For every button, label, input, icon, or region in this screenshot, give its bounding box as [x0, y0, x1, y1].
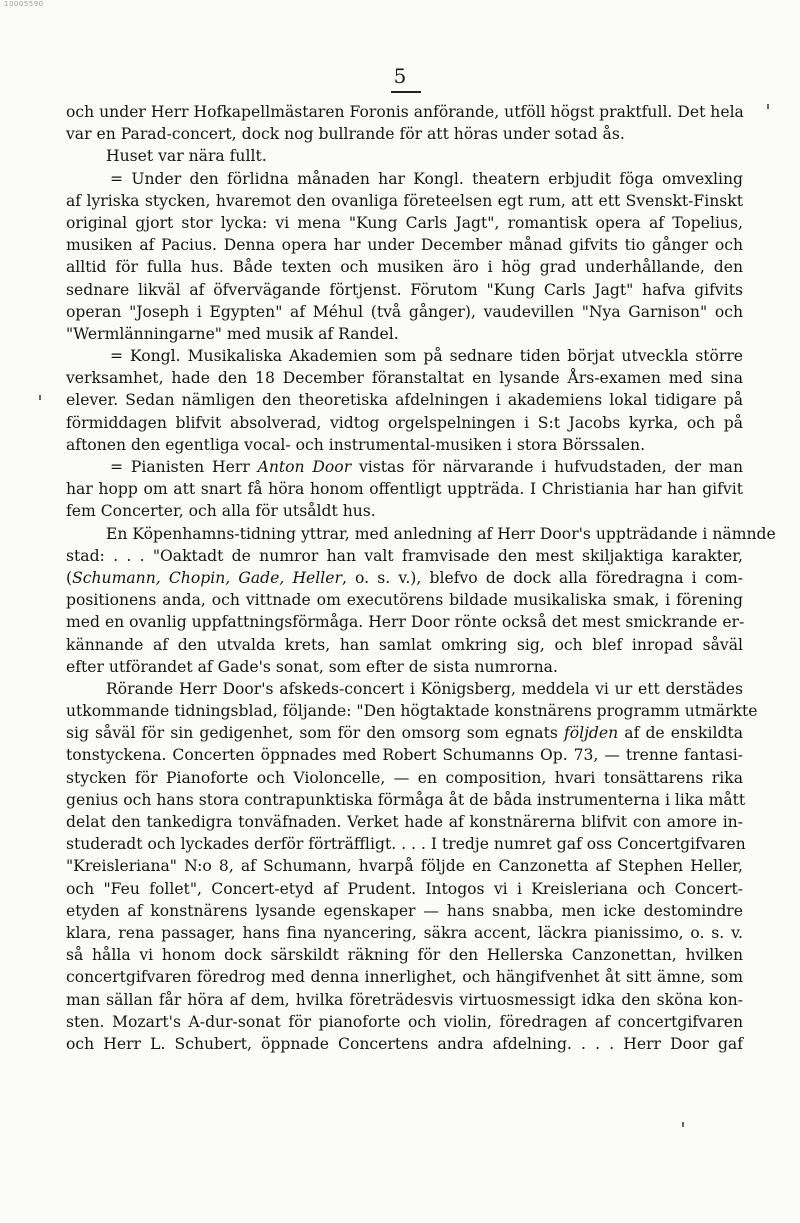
- print-speck: [682, 1122, 684, 1127]
- text-line: original gjort stor lycka: vi mena "Kung Carls Jagt", romantisk opera af Topelius,: [66, 213, 743, 232]
- page-number: 5: [393, 64, 407, 88]
- text-line: förmiddagen blifvit absolverad, vidtog orgelspelningen i S:t Jacobs kyrka, och på: [66, 413, 743, 432]
- text-line: och "Feu follet", Concert-etyd af Prudent. Intogos vi i Kreisleriana och Concert-: [66, 879, 743, 898]
- text-line: genius och hans stora contrapunktiska förmåga åt de båda instrumenterna i lika mått: [66, 790, 746, 809]
- text-line: [66, 456, 743, 478]
- pianist-name: Anton Door: [257, 458, 352, 476]
- text-line: fem Concerter, och alla för utsåldt hus.: [66, 502, 376, 521]
- text-line: Huset var nära fullt.: [106, 147, 267, 166]
- text-line: En Köpenhamns-tidning yttrar, med anledning af Herr Door's uppträdande i nämnde: [106, 524, 776, 543]
- text-line: sten. Mozart's A-dur-sonat för pianoforte och violin, föredragen af concertgifvaren: [66, 1012, 743, 1031]
- text-line: "Wermlänningarne" med musik af Randel.: [66, 324, 399, 343]
- text-line: elever. Sedan nämligen den theoretiska afdelningen i akademiens lokal tidigare på: [66, 391, 743, 410]
- text-line: var en Parad-concert, dock nog bullrande för att höras under sotad ås.: [66, 125, 625, 144]
- page-number-rule: [391, 91, 421, 93]
- text-line: musiken af Pacius. Denna opera har under December månad gifvits tio gånger och: [66, 236, 743, 255]
- text-line: delat den tankedigra tonväfnaden. Verket hade af konstnärerna blifvit con amore in-: [66, 813, 743, 831]
- text-line: har hopp om att snart få höra honom offentligt uppträda. I Christiania har han gifvit: [66, 480, 743, 499]
- text-line: studeradt och lyckades derför förträffligt. . . . I tredje numret gaf oss Concertgifvaren: [66, 835, 746, 854]
- text-line: så hålla vi honom dock särskildt räkning för den Hellerska Canzonettan, hvilken: [66, 946, 743, 965]
- text-run: af de enskildta: [618, 724, 743, 743]
- text-line: Rörande Herr Door's afskeds-concert i Königsberg, meddela vi ur ett derstädes: [106, 679, 743, 698]
- print-speck: [767, 104, 769, 109]
- text-line: och under Herr Hofkapellmästaren Foronis anförande, utföll högst praktfull. Det hela: [66, 103, 744, 121]
- text-line: verksamhet, hade den 18 December föranstaltat en lysande Års-examen med sina: [66, 369, 743, 388]
- text-line: och Herr L. Schubert, öppnade Concertens andra afdelning. . . . Herr Door gaf: [66, 1034, 743, 1053]
- text-line: "Kreisleriana" N:o 8, af Schumann, hvarpå följde en Canzonetta af Stephen Heller,: [66, 857, 743, 876]
- text-line: tonstyckena. Concerten öppnades med Robert Schumanns Op. 73, — trenne fantasi-: [66, 746, 743, 765]
- text-line: sednare likväl af öfvervägande förtjenst. Förutom "Kung Carls Jagt" hafva gifvits: [66, 280, 743, 299]
- text-run: vistas för närvarande i hufvudstaden, der man: [351, 458, 743, 476]
- text-line: alltid för fulla hus. Både texten och musiken äro i hög grad underhållande, den: [66, 258, 743, 277]
- text-line: kännande af den utvalda krets, han samlat omkring sig, och blef inropad såväl: [66, 635, 743, 654]
- text-line: [66, 567, 743, 589]
- text-line: man sällan får höra af dem, hvilka företrädesvis virtuosmessigt idka den sköna kon-: [66, 990, 743, 1009]
- catalog-mark: 10005590: [4, 0, 44, 8]
- text-line: efter utförandet af Gade's sonat, som efter de sista numrorna.: [66, 657, 558, 676]
- text-line: klara, rena passager, hans fina nyancering, säkra accent, läckra pianissimo, o. s. v.: [66, 923, 743, 942]
- composer-names: Schumann, Chopin, Gade, Heller: [72, 568, 342, 587]
- text-run: , o. s. v.), blefvo de dock alla föredragna i com-: [341, 568, 743, 587]
- text-line: = Under den förlidna månaden har Kongl. theatern erbjudit föga omvexling: [110, 169, 743, 188]
- text-run: sig såväl för sin gedigenhet, som för den omsorg som egnats: [66, 724, 564, 743]
- article-body: [66, 101, 776, 1055]
- text-line: etyden af konstnärens lysande egenskaper — hans snabba, men icke destomindre: [66, 901, 743, 920]
- text-run: = Pianisten Herr: [110, 458, 258, 476]
- text-line: med en ovanlig uppfattningsförmåga. Herr Door rönte också det mest smickrande er-: [66, 613, 745, 632]
- text-line: stad: . . . "Oaktadt de numror han valt framvisade den mest skiljaktiga karakter,: [66, 546, 743, 565]
- text-line: [66, 722, 743, 744]
- text-line: positionens anda, och vittnade om executörens bildade musikaliska smak, i förening: [66, 591, 743, 610]
- text-run: (: [66, 568, 73, 587]
- print-speck: [39, 395, 41, 400]
- text-line: utkommande tidningsblad, följande: "Den högtaktade konstnärens programm utmärkte: [66, 702, 758, 721]
- text-line: af lyriska stycken, hvaremot den ovanliga företeelsen egt rum, att ett Svenskt-Finskt: [66, 191, 743, 210]
- text-line: = Kongl. Musikaliska Akademien som på sednare tiden börjat utveckla större: [110, 347, 743, 366]
- text-line: aftonen den egentliga vocal- och instrumental-musiken i stora Börssalen.: [66, 435, 646, 454]
- emphasis-word: följden: [563, 724, 619, 743]
- text-line: concertgifvaren föredrog med denna innerlighet, och hängifvenhet åt sitt ämne, som: [66, 968, 743, 987]
- text-line: stycken för Pianoforte och Violoncelle, — en composition, hvari tonsättarens rika: [66, 768, 743, 787]
- text-line: operan "Joseph i Egypten" af Méhul (två gånger), vaudevillen "Nya Garnison" och: [66, 302, 743, 321]
